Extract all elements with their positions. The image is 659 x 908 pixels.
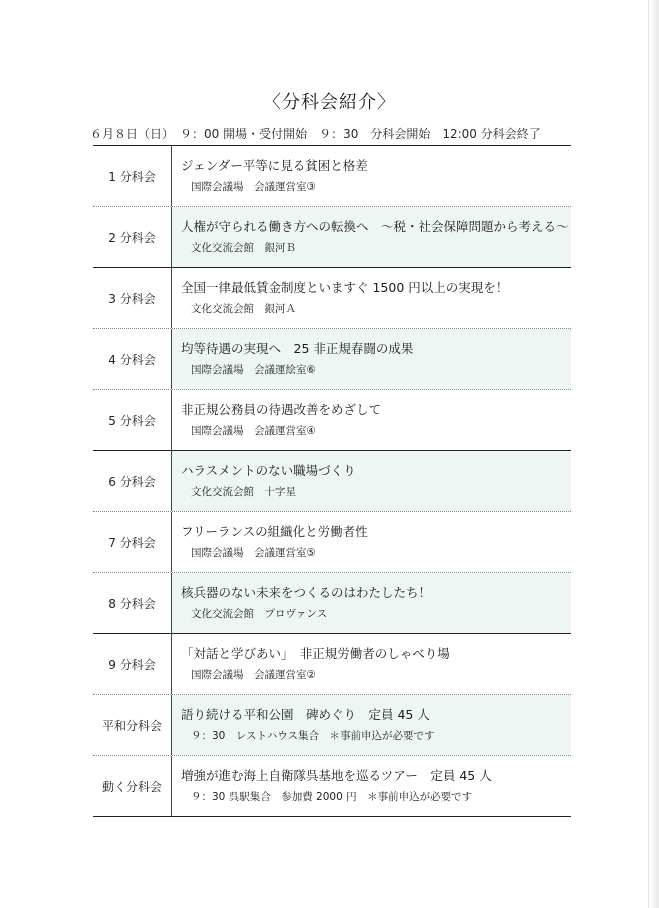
table-row [93, 755, 571, 817]
session-venue: 国際会議場 会議運営室② [191, 669, 316, 681]
session-topic: ハラスメントのない職場づくり [181, 463, 356, 478]
session-topic: 人権が守られる働き方への転換へ ～税・社会保障問題から考える～ [181, 219, 569, 234]
table-row [93, 267, 571, 328]
session-name: 8 分科会 [93, 573, 172, 633]
session-topic: 「対話と学びあい」 非正規労働者のしゃべり場 [181, 646, 450, 661]
session-table [93, 145, 571, 817]
table-row [93, 633, 571, 694]
schedule-line: ６月８日（日） ９：00 開場・受付開始 ９：30 分科会開始 12:00 分科会終了 [90, 127, 541, 141]
session-venue: ９：30 レストハウス集合 ＊事前申込が必要です [191, 730, 435, 742]
session-name: 平和分科会 [93, 695, 172, 755]
session-venue: 国際会議場 会議運営室④ [191, 425, 316, 437]
session-name: 9 分科会 [93, 634, 172, 694]
session-topic: 全国一律最低賃金制度といますぐ 1500 円以上の実現を！ [181, 280, 509, 295]
session-name: 1 分科会 [93, 146, 172, 206]
session-content [172, 512, 571, 572]
session-topic: 核兵器のない未来をつくるのはわたしたち！ [181, 585, 432, 600]
session-venue: 文化交流会館 十字星 [191, 486, 296, 498]
session-content [172, 268, 571, 328]
table-row [93, 511, 571, 572]
page-title: 〈分科会紹介〉 [263, 92, 396, 113]
session-name: 6 分科会 [93, 451, 172, 511]
session-venue: 国際会議場 会議運営室⑤ [191, 547, 316, 559]
session-topic: フリーランスの組織化と労働者性 [181, 524, 368, 539]
session-name: 4 分科会 [93, 329, 172, 389]
table-row [93, 694, 571, 755]
session-topic: ジェンダー平等に見る貧困と格差 [181, 158, 368, 173]
session-venue: 文化交流会館 銀河Ａ [191, 303, 296, 315]
session-venue: 文化交流会館 銀河Ｂ [191, 242, 296, 254]
table-row [93, 145, 571, 206]
session-name: 2 分科会 [93, 207, 172, 267]
session-venue: ９：30 呉駅集合 参加費 2000 円 ＊事前申込が必要です [191, 791, 473, 803]
session-content [172, 207, 571, 267]
session-topic: 均等待遇の実現へ 25 非正規春闘の成果 [181, 341, 414, 356]
session-topic: 増強が進む海上自衛隊呉基地を巡るツアー 定員 45 人 [181, 768, 492, 783]
session-content [172, 146, 571, 206]
session-content [172, 695, 571, 755]
table-row [93, 389, 571, 450]
session-venue: 国際会議場 会議運営室③ [191, 181, 316, 193]
session-venue: 文化交流会館 プロヴァンス [191, 608, 328, 620]
session-content [172, 329, 571, 389]
table-row [93, 572, 571, 633]
table-row [93, 328, 571, 389]
session-venue: 国際会議場 会議運絵室⑥ [191, 364, 316, 376]
session-content [172, 756, 571, 816]
session-content [172, 634, 571, 694]
session-topic: 非正規公務員の待遇改善をめざして [181, 402, 382, 417]
table-row [93, 450, 571, 511]
session-content [172, 573, 571, 633]
session-name: 動く分科会 [93, 756, 172, 816]
session-name: 7 分科会 [93, 512, 172, 572]
session-name: 3 分科会 [93, 268, 172, 328]
session-name: 5 分科会 [93, 390, 172, 450]
session-content [172, 451, 571, 511]
table-row [93, 206, 571, 267]
session-topic: 語り続ける平和公園 碑めぐり 定員 45 人 [181, 707, 430, 722]
page-edge [648, 0, 659, 908]
session-content [172, 390, 571, 450]
